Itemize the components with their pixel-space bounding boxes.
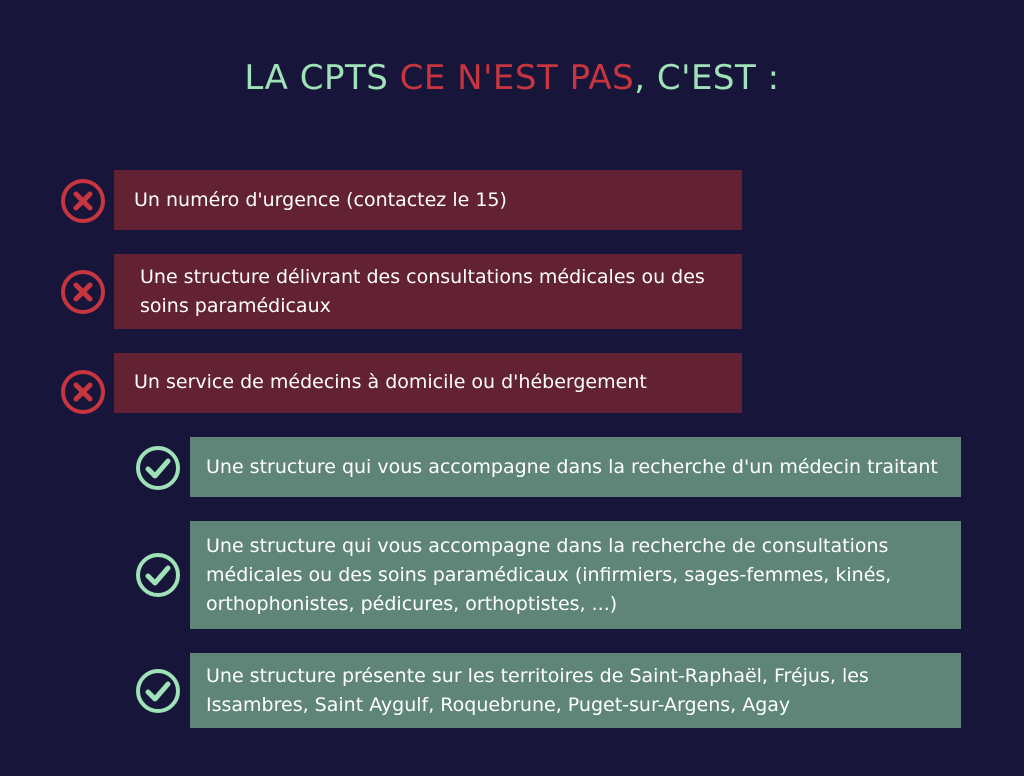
check-circle-icon [134, 667, 182, 715]
not-item-2 [114, 254, 742, 329]
is-item-2 [190, 521, 961, 629]
cross-circle-icon [59, 268, 107, 316]
is-item-1 [190, 437, 961, 497]
page-title [0, 58, 1024, 98]
cross-circle-icon [59, 177, 107, 225]
check-circle-icon [134, 444, 182, 492]
is-item-3 [190, 653, 961, 728]
is-item-text: Une structure qui vous accompagne dans la recherche d'un médecin traitant [206, 455, 938, 478]
not-item-text: Un numéro d'urgence (contactez le 15) [134, 188, 507, 211]
is-item-text: Une structure qui vous accompagne dans la recherche de consultations médicales ou des soins paramédicaux (infirmiers, sages-femmes, kinés, orthophonistes, pédicures, orthoptistes, ...) [206, 534, 892, 615]
cross-circle-icon [59, 368, 107, 416]
title-part-2: CE N'EST PAS [399, 58, 635, 98]
check-circle-icon [134, 551, 182, 599]
not-item-3 [114, 353, 742, 413]
is-item-text: Une structure présente sur les territoires de Saint-Raphaël, Fréjus, les Issambres, Saint Aygulf, Roquebrune, Puget-sur-Argens, Agay [206, 664, 869, 716]
not-item-text: Une structure délivrant des consultations médicales ou des soins paramédicaux [140, 265, 705, 317]
title-part-1: LA CPTS [244, 58, 389, 98]
not-item-text: Un service de médecins à domicile ou d'hébergement [134, 371, 647, 393]
title-part-3: , C'EST : [634, 58, 780, 98]
not-item-1 [114, 170, 742, 230]
